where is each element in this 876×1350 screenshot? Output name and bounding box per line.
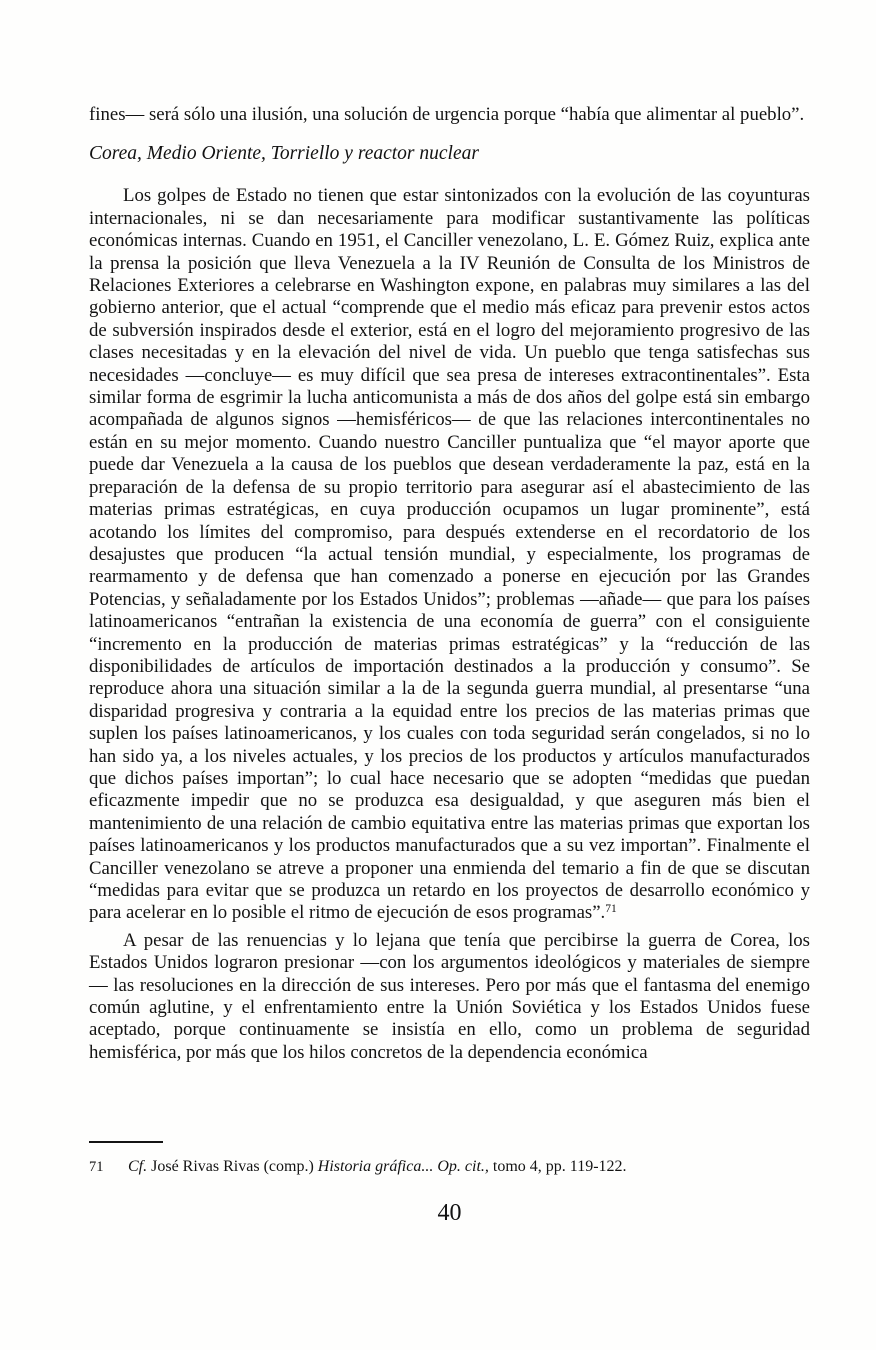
page-number: 40 [437,1200,462,1226]
footnote-authors: José Rivas Rivas (comp.) [147,1158,318,1175]
footnote [89,1157,810,1177]
section-heading: Corea, Medio Oriente, Torriello y reactor nuclear [89,143,479,165]
footnote-reference: 71 [605,903,617,916]
footnote-marker: 71 [89,1159,104,1175]
text-column [89,104,810,1064]
footnote-work: Historia gráfica... Op. cit., [317,1158,489,1175]
footnote-pages: tomo 4, pp. 119-122. [488,1158,627,1175]
continuation-paragraph: fines— será sólo una ilusión, una solución de urgencia porque “había que alimentar al pueblo”. [89,104,805,125]
body-paragraph-2: A pesar de las renuencias y lo lejana que tenía que percibirse la guerra de Corea, los Estados Unidos lograron presionar —con los argumentos ideológicos y materiales de siempre— las resoluciones en la dirección de sus intereses. Pero por más que el fantasma del enemigo común aglutine, y el enfrentamiento entre la Unión Soviética y los Estados Unidos fuese aceptado, porque continuamente se insistía en ello, como un problema de seguridad hemisférica, por más que los hilos concretos de la dependencia económica [89,929,810,1063]
body-paragraph-1 [89,185,810,924]
footnote-block [89,1141,810,1177]
footnote-divider [89,1141,163,1143]
footnote-cf: Cf. [128,1158,148,1175]
body-paragraph-1-text: Los golpes de Estado no tienen que estar sintonizados con la evolución de las coyunturas internacionales, ni se dan necesariamente para modificar sustantivamente las políticas económicas internas. Cuando en 1951, el Canciller venezolano, L. E. Gómez Ruiz, explica ante la prensa la posición que lleva Venezuela a la IV Reunión de Consulta de los Ministros de Relaciones Exteriores a celebrarse en Washington expone, en palabras muy similares a las del gobierno anterior, que el actual “comprende que el medio más eficaz para prevenir estos actos de subversión inspirados desde el exterior, está en el logro del mejoramiento progresivo de las clases necesitadas y en la elevación del nivel de vida. Un pueblo que tenga satisfechas sus necesidades —concluye— es muy difícil que sea presa de intereses extracontinentales”. Esta similar forma de esgrimir la lucha anticomunista a más de dos años del golpe está sin embargo acompañada de algunos signos —hemisféricos— de que las relaciones intercontinentales no están en su mejor momento. Cuando nuestro Canciller puntualiza que “el mayor aporte que puede dar Venezuela a la causa de los pueblos que desean verdaderamente la paz, está en la preparación de la defensa de su propio territorio para asegurar así el abastecimiento de las materias primas estratégicas, en cuya producción ocupamos un lugar prominente”, está acotando los límites del compromiso, para después extenderse en el recordatorio de los desajustes que producen “la actual tensión mundial, y especialmente, los programas de rearmamento y de defensa que han comenzado a ponerse en ejecución por las Grandes Potencias, y señaladamente por los Estados Unidos”; problemas —añade— que para los países latinoamericanos “entrañan la existencia de una economía de guerra” con el consiguiente “incremento en la producción de materias primas estratégicas” y la “reducción de las disponibilidades de artículos de importación destinados a la producción y consumo”. Se reproduce ahora una situación similar a la de la segunda guerra mundial, al presentarse “una disparidad progresiva y contraria a la equidad entre los precios de las materias primas que suplen los países latinoamericanos, y los cuales con toda seguridad serán congelados, si no lo han sido ya, a los niveles actuales, y los precios de los productos y artículos manufacturados que dichos países importan”; lo cual hace necesario que se adopten “medidas que puedan eficazmente impedir que no se produzca esa desigualdad, y que aseguren más bien el mantenimiento de una relación de cambio equitativa entre las materias primas que exportan los países latinoamericanos y los productos manufacturados que a su vez importan”. Finalmente el Canciller venezolano se atreve a proponer una enmienda del temario a fin de que se discutan “medidas para evitar que se produzca un retardo en los proyectos de desarrollo económico y para acelerar en lo posible el ritmo de ejecución de esos programas”. [89,185,810,924]
